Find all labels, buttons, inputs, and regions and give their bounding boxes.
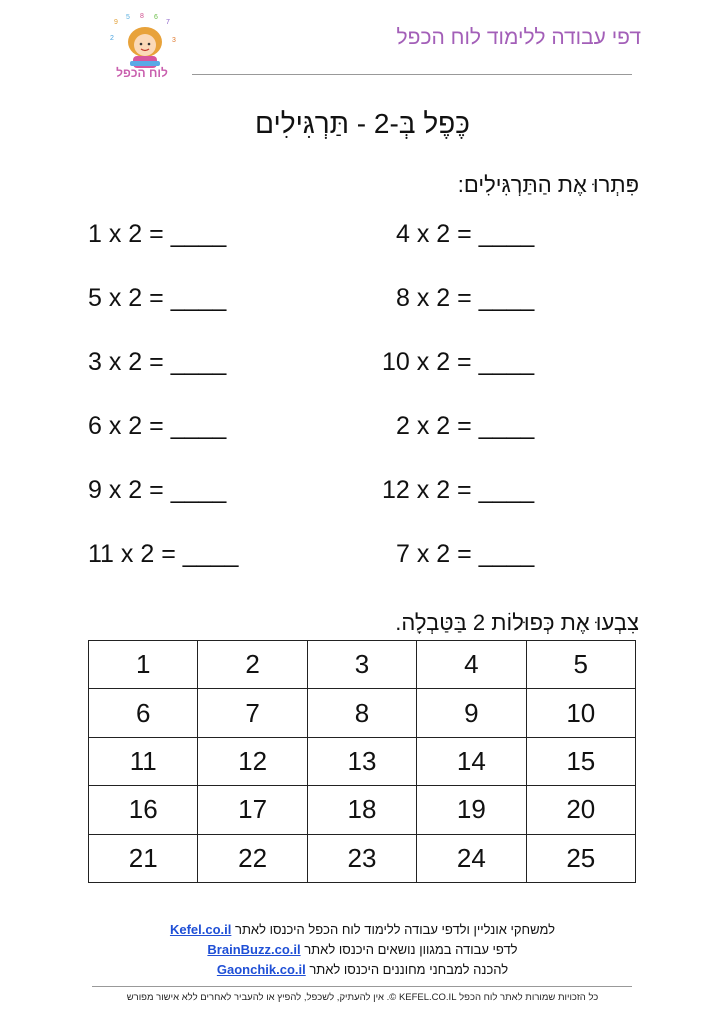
exercise-left-4: 6 x 2 = ____ — [88, 412, 227, 440]
exercise-left-1: 1 x 2 = ____ — [88, 220, 227, 248]
grid-cell: 22 — [198, 834, 307, 882]
grid-cell: 4 — [417, 641, 526, 689]
grid-cell: 16 — [89, 786, 198, 834]
exercise-right-6: 7 x 2 = ____ — [396, 540, 535, 568]
logo-text: לוח הכפל — [116, 66, 168, 80]
svg-text:8: 8 — [140, 13, 144, 20]
header-divider — [192, 74, 632, 75]
grid-cell: 13 — [307, 737, 416, 785]
footer-line-gaonchik — [0, 962, 725, 977]
svg-text:2: 2 — [110, 35, 114, 42]
color-instruction: צִבְעוּ אֶת כְּפוּלוֹת 2 בַּטַּבְלָה. — [395, 610, 639, 635]
footer-text: לדפי עבודה במגוון נושאים היכנסו לאתר — [304, 942, 518, 957]
grid-row — [89, 786, 636, 834]
footer-line-brainbuzz — [0, 942, 725, 957]
grid-row — [89, 689, 636, 737]
grid-cell: 9 — [417, 689, 526, 737]
gaonchik-link[interactable]: Gaonchik.co.il — [216, 962, 306, 977]
exercise-left-3: 3 x 2 = ____ — [88, 348, 227, 376]
grid-cell: 6 — [89, 689, 198, 737]
logo-girl-icon — [100, 12, 190, 92]
exercise-right-4: 2 x 2 = ____ — [396, 412, 535, 440]
grid-row — [89, 641, 636, 689]
grid-cell: 1 — [89, 641, 198, 689]
svg-text:6: 6 — [154, 14, 158, 21]
svg-text:5: 5 — [126, 14, 130, 21]
grid-cell: 24 — [417, 834, 526, 882]
grid-cell: 18 — [307, 786, 416, 834]
exercise-left-6: 11 x 2 = ____ — [88, 540, 239, 568]
grid-cell: 21 — [89, 834, 198, 882]
grid-cell: 3 — [307, 641, 416, 689]
grid-cell: 20 — [526, 786, 635, 834]
brainbuzz-link[interactable]: BrainBuzz.co.il — [207, 942, 301, 957]
header-title: דפי עבודה ללימוד לוח הכפל — [396, 26, 641, 49]
copyright-notice: כל הזכויות שמורות לאתר לוח הכפל KEFEL.CO.IL ©. אין להעתיק, לשכפל, להפיץ או להעביר לאחרים ללא אישור מפורש — [126, 992, 599, 1003]
grid-cell: 17 — [198, 786, 307, 834]
grid-cell: 8 — [307, 689, 416, 737]
grid-cell: 11 — [89, 737, 198, 785]
page-title: כֶּפֶל בְּ-2 - תַּרְגִּילִים — [255, 108, 470, 139]
grid-cell: 23 — [307, 834, 416, 882]
solve-instruction: פִּתְרוּ אֶת הַתַּרְגִּילִים: — [457, 172, 639, 197]
exercise-right-5: 12 x 2 = ____ — [382, 476, 535, 504]
grid-cell: 7 — [198, 689, 307, 737]
grid-cell: 14 — [417, 737, 526, 785]
footer-text: למשחקי אונליין ולדפי עבודה ללימוד לוח הכפל היכנסו לאתר — [235, 922, 556, 937]
grid-row — [89, 834, 636, 882]
grid-cell: 10 — [526, 689, 635, 737]
exercise-left-2: 5 x 2 = ____ — [88, 284, 227, 312]
svg-text:3: 3 — [172, 37, 176, 44]
footer-divider — [92, 986, 632, 987]
svg-text:9: 9 — [114, 19, 118, 26]
exercise-right-2: 8 x 2 = ____ — [396, 284, 535, 312]
grid-cell: 15 — [526, 737, 635, 785]
exercise-right-3: 10 x 2 = ____ — [382, 348, 535, 376]
number-grid — [88, 640, 636, 883]
exercise-left-5: 9 x 2 = ____ — [88, 476, 227, 504]
footer-line-kefel — [0, 922, 725, 937]
grid-cell: 2 — [198, 641, 307, 689]
kefel-link[interactable]: Kefel.co.il — [169, 922, 232, 937]
grid-cell: 25 — [526, 834, 635, 882]
footer-text: להכנה למבחני מחוננים היכנסו לאתר — [309, 962, 509, 977]
grid-cell: 19 — [417, 786, 526, 834]
svg-text:7: 7 — [166, 19, 170, 26]
grid-row — [89, 737, 636, 785]
grid-cell: 12 — [198, 737, 307, 785]
exercise-right-1: 4 x 2 = ____ — [396, 220, 535, 248]
grid-cell: 5 — [526, 641, 635, 689]
